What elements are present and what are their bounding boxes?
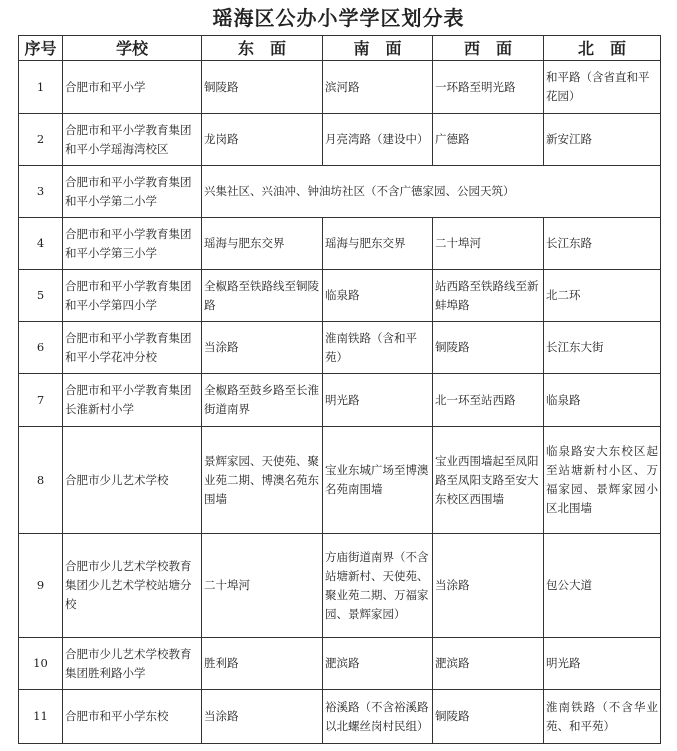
- cell-merged-boundary: 兴集社区、兴油冲、钟油坊社区（不含广德家园、公园天筑）: [202, 166, 661, 218]
- cell-east: 当涂路: [202, 322, 323, 374]
- cell-west: 淝滨路: [433, 638, 544, 690]
- cell-no: 6: [19, 322, 63, 374]
- page-title: 瑶海区公办小学学区划分表: [212, 6, 465, 30]
- header-cell-school: 学校: [63, 36, 202, 61]
- header-cell-north: 北 面: [544, 36, 661, 61]
- cell-west: 宝业西围墙起至凤阳路至凤阳支路至安大东校区西围墙: [433, 427, 544, 534]
- cell-no: 7: [19, 374, 63, 427]
- cell-school: 合肥市和平小学教育集团和平小学第三小学: [63, 218, 202, 270]
- cell-west: 站西路至铁路线至新蚌埠路: [433, 270, 544, 322]
- cell-school: 合肥市和平小学教育集团和平小学花冲分校: [63, 322, 202, 374]
- table-row: [19, 638, 661, 690]
- header-cell-east: 东 面: [202, 36, 323, 61]
- table-row: [19, 166, 661, 218]
- cell-north: 临泉路: [544, 374, 661, 427]
- cell-north: 明光路: [544, 638, 661, 690]
- cell-school: 合肥市和平小学教育集团和平小学第四小学: [63, 270, 202, 322]
- cell-school: 合肥市和平小学教育集团长淮新村小学: [63, 374, 202, 427]
- cell-no: 4: [19, 218, 63, 270]
- cell-south: 明光路: [323, 374, 433, 427]
- table-row: [19, 534, 661, 638]
- header-cell-west: 西 面: [433, 36, 544, 61]
- table-row: [19, 427, 661, 534]
- cell-north: 淮南铁路（不含华业苑、和平苑）: [544, 690, 661, 744]
- table-row: [19, 218, 661, 270]
- cell-no: 5: [19, 270, 63, 322]
- cell-south: 淝滨路: [323, 638, 433, 690]
- cell-east: 铜陵路: [202, 61, 323, 114]
- cell-west: 当涂路: [433, 534, 544, 638]
- table-row: [19, 270, 661, 322]
- cell-no: 1: [19, 61, 63, 114]
- cell-east: 全椒路至鼓乡路至长淮街道南界: [202, 374, 323, 427]
- cell-east: 景辉家园、天使苑、聚业苑二期、博澳名苑东围墙: [202, 427, 323, 534]
- cell-school: 合肥市和平小学: [63, 61, 202, 114]
- cell-no: 11: [19, 690, 63, 744]
- cell-no: 9: [19, 534, 63, 638]
- cell-east: 瑶海与肥东交界: [202, 218, 323, 270]
- table-row: [19, 61, 661, 114]
- cell-school: 合肥市少儿艺术学校教育集团少儿艺术学校站塘分校: [63, 534, 202, 638]
- cell-south: 裕溪路（不含裕溪路以北螺丝岗村民组）: [323, 690, 433, 744]
- cell-school: 合肥市和平小学教育集团和平小学第二小学: [63, 166, 202, 218]
- cell-west: 铜陵路: [433, 322, 544, 374]
- cell-east: 龙岗路: [202, 114, 323, 166]
- district-table: [18, 35, 661, 744]
- header-cell-no: 序号: [19, 36, 63, 61]
- cell-no: 10: [19, 638, 63, 690]
- cell-east: 二十埠河: [202, 534, 323, 638]
- table-row: [19, 374, 661, 427]
- cell-east: 胜利路: [202, 638, 323, 690]
- cell-south: 淮南铁路（含和平苑）: [323, 322, 433, 374]
- header-cell-south: 南 面: [323, 36, 433, 61]
- cell-north: 北二环: [544, 270, 661, 322]
- cell-west: 一环路至明光路: [433, 61, 544, 114]
- table-row: [19, 322, 661, 374]
- table-row: [19, 114, 661, 166]
- cell-south: 临泉路: [323, 270, 433, 322]
- cell-no: 3: [19, 166, 63, 218]
- cell-south: 月亮湾路（建设中）: [323, 114, 433, 166]
- cell-east: 当涂路: [202, 690, 323, 744]
- cell-north: 长江东大街: [544, 322, 661, 374]
- cell-school: 合肥市和平小学东校: [63, 690, 202, 744]
- cell-south: 宝业东城广场至博澳名苑南围墙: [323, 427, 433, 534]
- cell-north: 长江东路: [544, 218, 661, 270]
- cell-no: 2: [19, 114, 63, 166]
- cell-south: 瑶海与肥东交界: [323, 218, 433, 270]
- table-header-row: [19, 36, 661, 61]
- cell-school: 合肥市少儿艺术学校: [63, 427, 202, 534]
- cell-school: 合肥市少儿艺术学校教育集团胜利路小学: [63, 638, 202, 690]
- cell-north: 临泉路安大东校区起至站塘新村小区、万福家园、景辉家园小区北围墙: [544, 427, 661, 534]
- cell-south: 方庙街道南界（不含站塘新村、天使苑、聚业苑二期、万福家园、景辉家园）: [323, 534, 433, 638]
- cell-north: 新安江路: [544, 114, 661, 166]
- cell-no: 8: [19, 427, 63, 534]
- cell-north: 和平路（含省直和平花园）: [544, 61, 661, 114]
- cell-west: 二十埠河: [433, 218, 544, 270]
- cell-west: 北一环至站西路: [433, 374, 544, 427]
- cell-north: 包公大道: [544, 534, 661, 638]
- table-row: [19, 690, 661, 744]
- cell-school: 合肥市和平小学教育集团和平小学瑶海湾校区: [63, 114, 202, 166]
- cell-west: 广德路: [433, 114, 544, 166]
- cell-west: 铜陵路: [433, 690, 544, 744]
- cell-east: 全椒路至铁路线至铜陵路: [202, 270, 323, 322]
- cell-south: 滨河路: [323, 61, 433, 114]
